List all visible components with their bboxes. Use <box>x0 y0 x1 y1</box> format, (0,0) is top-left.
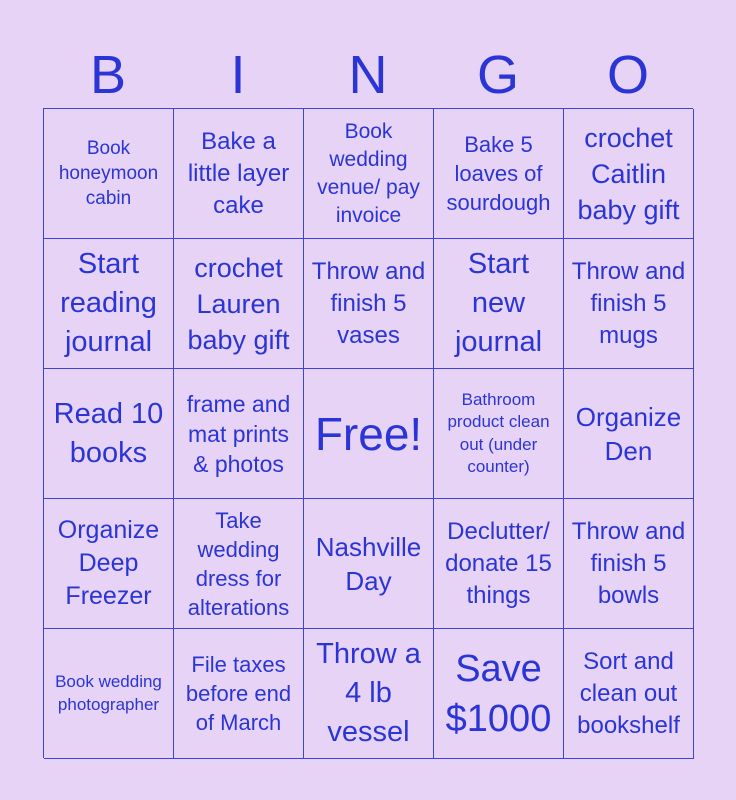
header-letter-g: G <box>476 45 519 105</box>
bingo-cell-text: Start reading journal <box>60 248 157 358</box>
bingo-cell-text: crochet Caitlin baby gift <box>577 122 680 225</box>
header-letter-o: O <box>606 45 649 105</box>
bingo-cell[interactable] <box>564 629 694 759</box>
bingo-cell-text: Read 10 books <box>53 397 164 469</box>
bingo-cell[interactable] <box>44 109 174 239</box>
bingo-cell-text: Organize Den <box>575 401 682 466</box>
bingo-cell-text: Bake 5 loaves of sourdough <box>446 132 551 215</box>
bingo-cell[interactable] <box>304 499 434 629</box>
bingo-board <box>43 108 693 758</box>
bingo-cell-text: Nashville Day <box>315 531 422 596</box>
bingo-cell[interactable] <box>564 369 694 499</box>
bingo-cell-text: Throw and finish 5 mugs <box>571 257 686 349</box>
bingo-cell[interactable] <box>174 629 304 759</box>
bingo-cell[interactable] <box>434 629 564 759</box>
bingo-cell-text: Throw and finish 5 vases <box>311 257 426 349</box>
bingo-cell[interactable] <box>304 109 434 239</box>
bingo-cell-text: Book wedding photographer <box>55 672 162 714</box>
bingo-cell[interactable] <box>44 499 174 629</box>
free-space-cell[interactable] <box>304 369 434 499</box>
bingo-cell[interactable] <box>564 239 694 369</box>
bingo-cell[interactable] <box>304 239 434 369</box>
header-letter-b: B <box>89 45 127 105</box>
bingo-cell-text: File taxes before end of March <box>185 652 292 735</box>
bingo-cell[interactable] <box>434 239 564 369</box>
bingo-cell-text: Throw and finish 5 bowls <box>571 517 686 609</box>
bingo-cell[interactable] <box>44 629 174 759</box>
bingo-cell[interactable] <box>434 109 564 239</box>
bingo-cell-text: Sort and clean out bookshelf <box>577 647 680 739</box>
bingo-cell[interactable] <box>174 499 304 629</box>
bingo-cell-text: frame and mat prints & photos <box>186 390 291 477</box>
bingo-cell-text: Declutter/ donate 15 things <box>445 517 552 609</box>
bingo-cell[interactable] <box>44 369 174 499</box>
bingo-cell-text: Book honeymoon cabin <box>58 138 159 209</box>
bingo-cell-text: Book wedding venue/ pay invoice <box>317 119 420 227</box>
bingo-cell-text: Bake a little layer cake <box>187 127 290 219</box>
bingo-cell[interactable] <box>44 239 174 369</box>
bingo-cell-text: Throw a 4 lb vessel <box>316 638 421 748</box>
bingo-cell[interactable] <box>304 629 434 759</box>
bingo-header <box>43 42 693 108</box>
bingo-cell[interactable] <box>174 109 304 239</box>
bingo-cell[interactable] <box>564 499 694 629</box>
bingo-cell[interactable] <box>174 239 304 369</box>
bingo-cell-text: crochet Lauren baby gift <box>187 252 290 355</box>
bingo-cell[interactable] <box>174 369 304 499</box>
header-letter-i: I <box>230 45 246 105</box>
bingo-cell-text: Bathroom product clean out (under counter) <box>447 389 550 476</box>
bingo-cell-text: Save $1000 <box>445 647 552 740</box>
bingo-cell-text: Organize Deep Freezer <box>57 516 160 610</box>
bingo-cell[interactable] <box>564 109 694 239</box>
free-space-text: Free! <box>314 407 423 460</box>
bingo-cell-text: Start new journal <box>454 248 543 358</box>
bingo-cell[interactable] <box>434 369 564 499</box>
bingo-cell-text: Take wedding dress for alterations <box>187 507 290 620</box>
bingo-cell[interactable] <box>434 499 564 629</box>
header-letter-n: N <box>348 45 388 105</box>
